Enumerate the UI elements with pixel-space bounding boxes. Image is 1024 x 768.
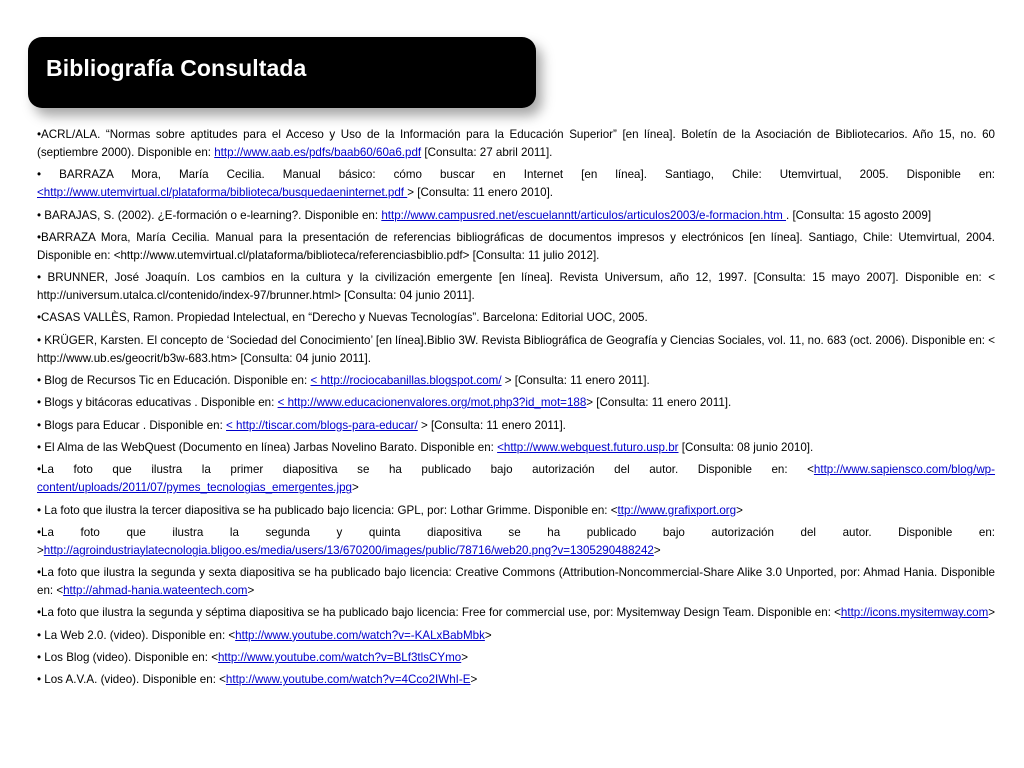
reference-item — [37, 126, 995, 162]
reference-text: • Los A.V.A. (video). Disponible en: < — [37, 673, 226, 687]
reference-link[interactable]: <http://www.utemvirtual.cl/plataforma/biblioteca/busquedaeninternet.pdf — [37, 186, 408, 200]
reference-link[interactable]: ttp://www.grafixport.org — [617, 503, 737, 517]
reference-item — [37, 309, 995, 327]
reference-suffix: > [Consulta: 11 enero 2010]. — [407, 186, 554, 200]
reference-suffix: > — [653, 543, 661, 557]
reference-text: • La Web 2.0. (video). Disponible en: < — [37, 628, 236, 642]
reference-suffix: [Consulta: 08 junio 2010]. — [678, 440, 814, 454]
title-banner — [28, 37, 536, 108]
reference-item — [37, 332, 995, 368]
reference-link[interactable]: http://www.sapiensco.com/blog/wp-content/uploads/2011/07/pymes_tecnologias_emergentes.jpg — [37, 463, 995, 495]
reference-text: •BARRAZA Mora, María Cecilia. Manual para la presentación de referencias bibliográficas de documentos impresos y electrónicos [en línea]. Santiago, Chile: Utemvirtual, 2004. Disponible en: <http://www.utemvirtual.cl/plataforma/biblioteca/referenciasbiblio.pdf> [Consulta: 11 julio 2012]. — [37, 230, 995, 262]
reference-item — [37, 394, 995, 412]
reference-item — [37, 372, 995, 390]
reference-suffix: > — [470, 673, 478, 687]
reference-item — [37, 229, 995, 265]
reference-item — [37, 564, 995, 600]
reference-text: •CASAS VALLÈS, Ramon. Propiedad Intelectual, en “Derecho y Nuevas Tecnologías”. Barcelona: Editorial UOC, 2005. — [37, 311, 648, 325]
reference-suffix: > — [736, 503, 743, 517]
reference-link[interactable]: http://www.campusred.net/escuelanntt/articulos/articulos2003/e-formacion.htm — [381, 208, 787, 222]
reference-link[interactable]: < http://tiscar.com/blogs-para-educar/ — [226, 418, 418, 432]
reference-suffix: > — [484, 628, 492, 642]
reference-link[interactable]: http://www.aab.es/pdfs/baab60/60a6.pdf — [214, 146, 422, 159]
reference-link[interactable]: <http://www.webquest.futuro.usp.br — [497, 440, 679, 454]
reference-item — [37, 627, 995, 645]
reference-suffix: > [Consulta: 11 enero 2011]. — [586, 396, 732, 410]
reference-text: • Los Blog (video). Disponible en: < — [37, 651, 218, 665]
reference-text: • BARRAZA Mora, María Cecilia. Manual básico: cómo buscar en Internet [en línea]. Santiago, Chile: Utemvirtual, 2005. Disponible en: — [37, 168, 995, 182]
reference-link[interactable]: http://icons.mysitemway.com — [840, 606, 989, 620]
reference-link[interactable]: < http://www.educacionenvalores.org/mot.php3?id_mot=188 — [277, 396, 587, 410]
reference-text: • Blogs para Educar . Disponible en: — [37, 418, 227, 432]
reference-link[interactable]: http://www.youtube.com/watch?v=-KALxBabMbk — [235, 628, 485, 642]
reference-text: • BARAJAS, S. (2002). ¿E-formación o e-learning?. Disponible en: — [37, 208, 382, 222]
reference-suffix: > [Consulta: 11 enero 2011]. — [417, 418, 566, 432]
reference-item — [37, 461, 995, 497]
reference-text: •La foto que ilustra la primer diapositiva se ha publicado bajo autorización del autor. Disponible en: < — [37, 463, 814, 477]
reference-text: • Blog de Recursos Tic en Educación. Disponible en: — [37, 374, 311, 388]
reference-item — [37, 166, 995, 202]
reference-text: • KRÜGER, Karsten. El concepto de ‘Sociedad del Conocimiento’ [en línea].Biblio 3W. Revista Bibliográfica de Geografía y Ciencias Sociales, vol. 11, no. 683 (oct. 2006). Disponible en: < http://www.ub.es/geocrit/b3w-683.htm> [Consulta: 04 junio 2011]. — [37, 333, 995, 365]
reference-text: •La foto que ilustra la segunda y quinta diapositiva se ha publicado bajo autorización del autor. Disponible en: > — [37, 525, 995, 557]
reference-link[interactable]: http://ahmad-hania.wateentech.com — [63, 584, 248, 598]
reference-list — [37, 126, 995, 694]
page-title: Bibliografía Consultada — [46, 55, 307, 81]
reference-text: •La foto que ilustra la segunda y sexta diapositiva se ha publicado bajo licencia: Creative Commons (Attribution-Noncommercial-Share Alike 3.0 Unported, por: Ahmad Hania. Disponible en: < — [37, 566, 995, 598]
reference-item — [37, 671, 995, 689]
reference-text: • BRUNNER, José Joaquín. Los cambios en la cultura y la civilización emergente [en línea]. Revista Universum, año 12, 1997. [Consulta: 15 mayo 2007]. Disponible en: < http://universum.utalca.cl/contenido/index-97/brunner.html> [Consulta: 04 junio 2011]. — [37, 271, 995, 303]
reference-suffix: > — [351, 481, 359, 495]
reference-suffix: > — [461, 651, 469, 665]
reference-link[interactable]: < http://rociocabanillas.blogspot.com/ — [310, 374, 502, 388]
reference-text: •La foto que ilustra la segunda y séptima diapositiva se ha publicado bajo licencia: Free for commercial use, por: Mysitemway Design Team. Disponible en: < — [37, 606, 841, 620]
reference-item — [37, 502, 995, 520]
reference-text: •ACRL/ALA. “Normas sobre aptitudes para el Acceso y Uso de la Información para la Educación Superior” [en línea]. Boletín de la Asociación de Bibliotecarios. Año 15, no. 60 (septiembre 2000). Disponible en: — [37, 128, 995, 159]
reference-suffix: [Consulta: 27 abril 2011]. — [421, 146, 553, 159]
reference-text: • La foto que ilustra la tercer diapositiva se ha publicado bajo licencia: GPL, por: Lothar Grimme. Disponible en: < — [37, 503, 618, 517]
reference-link[interactable]: http://agroindustriaylatecnologia.bligoo.es/media/users/13/670200/images/public/78716/web20.png?v=1305290488242 — [43, 543, 654, 557]
reference-link[interactable]: http://www.youtube.com/watch?v=BLf3tlsCYmo — [217, 651, 462, 665]
reference-item — [37, 207, 995, 225]
reference-suffix: . [Consulta: 15 agosto 2009] — [786, 208, 932, 222]
reference-item — [37, 269, 995, 305]
reference-link[interactable]: http://www.youtube.com/watch?v=4Cco2IWhI-E — [225, 673, 471, 687]
reference-item — [37, 604, 995, 622]
reference-suffix: > — [247, 584, 255, 598]
reference-text: • El Alma de las WebQuest (Documento en línea) Jarbas Novelino Barato. Disponible en: — [37, 440, 498, 454]
reference-item — [37, 524, 995, 560]
reference-suffix: > — [988, 606, 996, 620]
reference-item — [37, 439, 995, 457]
reference-suffix: > [Consulta: 11 enero 2011]. — [501, 374, 650, 388]
reference-item — [37, 417, 995, 435]
reference-item — [37, 649, 995, 667]
reference-text: • Blogs y bitácoras educativas . Disponible en: — [37, 396, 278, 410]
